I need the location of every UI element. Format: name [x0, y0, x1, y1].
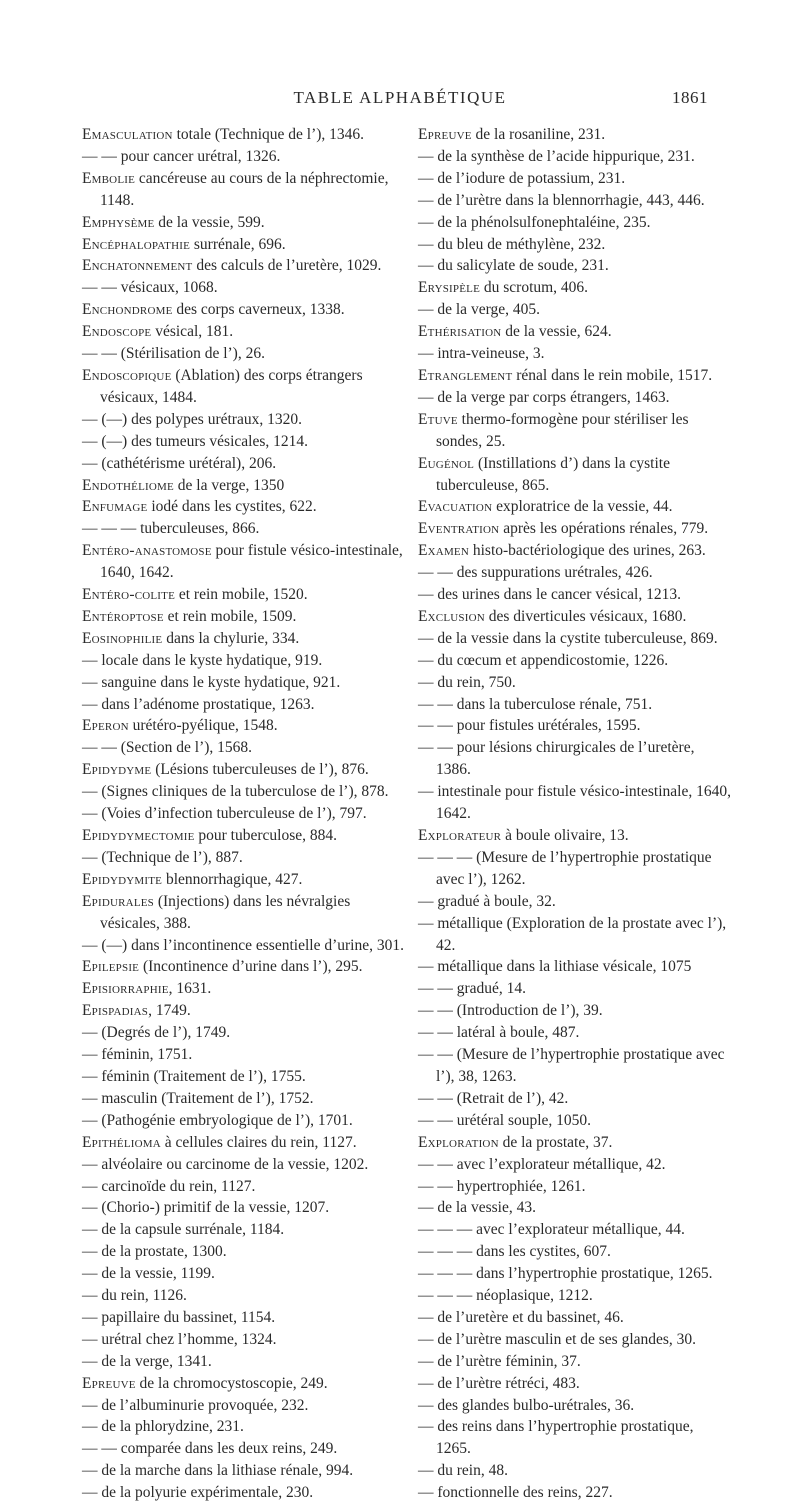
index-text: après les opérations rénales, 779.: [499, 520, 709, 538]
index-text: — (Degrés de l’), 1749.: [82, 1024, 231, 1042]
index-text: — de l’iodure de potassium, 231.: [418, 169, 626, 187]
index-text: des diverticules vésicaux, 1680.: [484, 607, 687, 625]
index-text: — féminin (Traitement de l’), 1755.: [82, 1067, 306, 1085]
index-entry: [418, 365, 732, 387]
index-text: — métallique (Exploration de la prostate avec l’), 42.: [418, 914, 727, 954]
index-text: — — dans la tuberculose rénale, 751.: [418, 695, 653, 713]
index-text: — de la phlorydzine, 231.: [82, 1418, 244, 1436]
index-term: Erysipèle: [418, 279, 480, 297]
index-text: — — vésicaux, 1068.: [82, 279, 218, 297]
index-text: surrénale, 696.: [190, 235, 286, 253]
index-entry: [82, 146, 407, 168]
index-text: rénal dans le rein mobile, 1517.: [512, 366, 713, 384]
index-term: Encéphalopathie: [82, 235, 191, 253]
index-text: — — — avec l’explorateur métallique, 44.: [418, 1221, 685, 1239]
index-text: — — (Retrait de l’), 42.: [418, 1089, 569, 1107]
index-entry: [418, 1351, 732, 1373]
index-entry: [418, 1110, 732, 1132]
index-entry: [82, 212, 407, 234]
index-text: — dans l’adénome prostatique, 1263.: [82, 695, 315, 713]
index-text: dans la chylurie, 334.: [162, 629, 300, 647]
index-entry: [82, 1022, 407, 1044]
index-term: Eosinophilie: [82, 629, 163, 647]
index-term: Enchatonnement: [82, 257, 193, 275]
index-text: — — — (Mesure de l’hypertrophie prostatique avec l’), 1262.: [418, 848, 712, 888]
index-text: — du rein, 48.: [418, 1462, 508, 1480]
index-text: — — latéral à boule, 487.: [418, 1024, 580, 1042]
index-text: — de la vessie, 1199.: [82, 1265, 215, 1283]
index-text: — — avec l’explorateur métallique, 42.: [418, 1155, 666, 1173]
index-text: — de l’urètre masculin et de ses glandes, 30.: [418, 1330, 697, 1348]
index-term: Endoscope: [82, 323, 152, 341]
index-entry: [82, 1132, 407, 1154]
index-text: — des urines dans le cancer vésical, 1213.: [418, 586, 681, 604]
index-text: — (—) dans l’incontinence essentielle d’urine, 301.: [82, 936, 404, 954]
index-text: — — pour fistules urétérales, 1595.: [418, 717, 641, 735]
index-entry: [418, 234, 732, 256]
index-entry: [82, 124, 407, 146]
index-text: — de la verge par corps étrangers, 1463.: [418, 388, 670, 406]
index-text: — (Technique de l’), 887.: [82, 848, 243, 866]
index-entry: [82, 365, 407, 409]
index-text: — gradué à boule, 32.: [418, 892, 556, 910]
index-term: Epispadias: [82, 1002, 149, 1020]
index-term: Enfumage: [82, 498, 148, 516]
index-text: , 1631.: [168, 980, 212, 998]
index-entry: [418, 540, 732, 562]
index-term: Eventration: [418, 520, 500, 538]
index-entry: [82, 935, 407, 957]
index-entry: [82, 1307, 407, 1329]
index-entry: [82, 1285, 407, 1307]
index-entry: [82, 1176, 407, 1198]
index-entry: [418, 562, 732, 584]
index-text: — de la verge, 1341.: [82, 1352, 212, 1370]
index-entry: [82, 1395, 407, 1417]
index-text: — de l’urètre rétréci, 483.: [418, 1374, 580, 1392]
index-entry: [418, 1219, 732, 1241]
index-term: Entéroptose: [82, 607, 164, 625]
index-text: — de la synthèse de l’acide hippurique, 231.: [418, 147, 695, 165]
index-text: , 1749.: [148, 1002, 191, 1020]
index-entry: [418, 212, 732, 234]
index-term: Ethérisation: [418, 323, 502, 341]
index-entry: [82, 1110, 407, 1132]
index-text: — du bleu de méthylène, 232.: [418, 235, 606, 253]
index-entry: [82, 1044, 407, 1066]
index-entry: [82, 1373, 407, 1395]
index-term: Entéro-colite: [82, 586, 175, 604]
index-term: Endothéliome: [82, 476, 174, 494]
index-entry: [82, 825, 407, 847]
index-entry: [82, 1482, 407, 1504]
index-entry: [418, 650, 732, 672]
index-text: de la verge, 1350: [173, 476, 285, 494]
index-text: — — — dans l’hypertrophie prostatique, 1265.: [418, 1265, 713, 1283]
index-term: Evacuation: [418, 498, 493, 516]
index-text: — (Signes cliniques de la tuberculose de l’), 878.: [82, 783, 389, 801]
index-text: (Injections) dans les névralgies vésicales, 388.: [100, 892, 351, 932]
index-term: Epreuve: [82, 1374, 136, 1392]
index-text: — — urétéral souple, 1050.: [418, 1111, 592, 1129]
index-entry: [82, 409, 407, 431]
index-entry: [82, 1329, 407, 1351]
index-text: — de l’uretère et du bassinet, 46.: [418, 1308, 624, 1326]
index-entry: [82, 453, 407, 475]
index-term: Exploration: [418, 1133, 499, 1151]
index-text: — de l’albuminurie provoquée, 232.: [82, 1396, 309, 1414]
index-entry: [82, 650, 407, 672]
index-term: Epilepsie: [82, 958, 140, 976]
index-entry: [418, 1329, 732, 1351]
index-entry: [82, 1088, 407, 1110]
index-entry: [418, 453, 732, 497]
page-title: TABLE ALPHABÉTIQUE: [293, 88, 507, 107]
index-entry: [82, 847, 407, 869]
index-term: Epithélioma: [82, 1133, 161, 1151]
index-text: (Ablation) des corps étrangers vésicaux, 1484.: [100, 366, 363, 406]
index-text: — masculin (Traitement de l’), 1752.: [82, 1089, 314, 1107]
index-entry: [82, 1154, 407, 1176]
index-entry: [418, 1285, 732, 1307]
index-entry: [82, 628, 407, 650]
index-entry: [82, 1197, 407, 1219]
index-term: Epidydymectomie: [82, 827, 195, 844]
index-entry: [82, 1351, 407, 1373]
index-entry: [82, 1438, 407, 1460]
index-text: — sanguine dans le kyste hydatique, 921.: [82, 673, 341, 691]
index-entry: [82, 540, 407, 584]
index-entry: [82, 518, 407, 540]
index-text: — (cathétérisme urétéral), 206.: [82, 454, 277, 472]
index-entry: [82, 1460, 407, 1482]
index-text: blennorrhagique, 427.: [162, 870, 303, 888]
index-text: — — (Mesure de l’hypertrophie prostatique avec l’), 38, 1263.: [418, 1046, 725, 1085]
index-text: vésical, 181.: [151, 323, 234, 341]
index-entry: [418, 299, 732, 321]
index-entry: [82, 343, 407, 365]
index-text: — (Voies d’infection tuberculeuse de l’), 797.: [82, 805, 367, 823]
index-entry: [418, 1088, 732, 1110]
index-term: Emasculation: [82, 126, 173, 143]
index-term: Emphysème: [82, 213, 155, 231]
index-text: de la prostate, 37.: [498, 1133, 613, 1151]
index-text: à boule olivaire, 13.: [501, 827, 629, 844]
index-entry: [418, 387, 732, 409]
index-text: thermo-formogène pour stériliser les sondes, 25.: [436, 410, 689, 450]
index-entry: [82, 869, 407, 891]
index-entry: [82, 1263, 407, 1285]
index-entry: [82, 1219, 407, 1241]
index-term: Embolie: [82, 169, 136, 187]
index-entry: [82, 475, 407, 497]
index-entry: [82, 606, 407, 628]
index-entry: [418, 1000, 732, 1022]
index-entry: [82, 234, 407, 256]
index-entry: [82, 584, 407, 606]
index-text: — — (Stérilisation de l’), 26.: [82, 345, 265, 363]
index-entry: [418, 1176, 732, 1198]
index-entry: [418, 1197, 732, 1219]
index-text: — des reins dans l’hypertrophie prostatique, 1265.: [418, 1418, 694, 1458]
index-entry: [82, 496, 407, 518]
index-entry: [82, 956, 407, 978]
index-text: exploratrice de la vessie, 44.: [492, 498, 673, 516]
index-text: cancéreuse au cours de la néphrectomie, 1148.: [100, 169, 389, 209]
index-entry: [418, 1263, 732, 1285]
index-term: Etranglement: [418, 366, 513, 384]
index-entry: [82, 277, 407, 299]
index-entry: [82, 168, 407, 212]
index-entry: [418, 1022, 732, 1044]
index-entry: [418, 672, 732, 694]
index-text: — — — dans les cystites, 607.: [418, 1243, 611, 1261]
index-entry: [82, 1416, 407, 1438]
index-text: — de la verge, 405.: [418, 301, 540, 319]
index-entry: [418, 1154, 732, 1176]
index-entry: [418, 146, 732, 168]
index-entry: [82, 431, 407, 453]
index-text: de la rosaniline, 231.: [471, 126, 606, 143]
index-text: — métallique dans la lithiase vésicale, 1075: [418, 958, 692, 976]
index-text: de la chromocystoscopie, 249.: [135, 1374, 328, 1392]
index-text: des corps caverneux, 1338.: [172, 301, 345, 319]
index-entry: [418, 628, 732, 650]
index-entry: [418, 715, 732, 737]
index-text: — (—) des polypes urétraux, 1320.: [82, 410, 302, 428]
index-entry: [418, 343, 732, 365]
index-entry: [418, 956, 732, 978]
index-text: histo-bactériologique des urines, 263.: [469, 542, 706, 560]
index-entry: [82, 759, 407, 781]
index-term: Epidydymite: [82, 870, 163, 888]
index-text: — intestinale pour fistule vésico-intestinale, 1640, 1642.: [418, 783, 731, 823]
index-text: totale (Technique de l’), 1346.: [172, 126, 365, 143]
index-text: — — des suppurations urétrales, 426.: [418, 564, 653, 582]
index-text: à cellules claires du rein, 1127.: [160, 1133, 357, 1151]
index-text: de la vessie, 599.: [154, 213, 265, 231]
index-entry: [418, 190, 732, 212]
index-text: — — (Section de l’), 1568.: [82, 739, 253, 757]
index-text: — de la vessie, 43.: [418, 1199, 536, 1217]
index-text: — de la phénolsulfonephtaléine, 235.: [418, 213, 651, 231]
index-text: — de la capsule surrénale, 1184.: [82, 1221, 285, 1239]
index-entry: [418, 1416, 732, 1460]
index-entry: [418, 606, 732, 628]
index-entry: [82, 737, 407, 759]
index-entry: [418, 1307, 732, 1329]
index-entry: [82, 299, 407, 321]
index-text: urétéro-pyélique, 1548.: [128, 717, 278, 735]
index-entry: [418, 1482, 732, 1504]
index-entry: [418, 496, 732, 518]
index-entry: [418, 1460, 732, 1482]
index-text: pour fistule vésico-intestinale, 1640, 1642.: [100, 542, 403, 582]
index-text: — intra-veineuse, 3.: [418, 345, 545, 363]
index-entry: [418, 978, 732, 1000]
index-entry: [418, 584, 732, 606]
index-entry: [418, 168, 732, 190]
index-text: — fonctionnelle des reins, 227.: [418, 1484, 613, 1502]
index-term: Enchondrome: [82, 301, 173, 319]
index-text: — de l’urètre dans la blennorrhagie, 443, 446.: [418, 191, 705, 209]
index-text: iodé dans les cystites, 622.: [147, 498, 317, 516]
index-text: — — gradué, 14.: [418, 980, 527, 998]
index-text: — de la polyurie expérimentale, 230.: [82, 1484, 314, 1502]
index-column-right: [418, 124, 732, 1504]
index-text: de la vessie, 624.: [501, 323, 612, 341]
index-text: — — hypertrophiée, 1261.: [418, 1177, 586, 1195]
index-column-left: [82, 124, 407, 1504]
index-text: — du salicylate de soude, 231.: [418, 257, 609, 275]
index-text: — — pour cancer urétral, 1326.: [82, 147, 281, 165]
index-entry: [418, 825, 732, 847]
index-text: — urétral chez l’homme, 1324.: [82, 1330, 277, 1348]
index-text: — (—) des tumeurs vésicales, 1214.: [82, 432, 308, 450]
index-text: — des glandes bulbo-urétrales, 36.: [418, 1396, 635, 1414]
index-term: Epidydyme: [82, 761, 152, 779]
index-text: du scrotum, 406.: [480, 279, 589, 297]
index-entry: [418, 409, 732, 453]
index-term: Entéro-anastomose: [82, 542, 212, 560]
index-entry: [418, 1044, 732, 1088]
index-term: Epidurales: [82, 892, 154, 910]
index-entry: [418, 781, 732, 825]
index-entry: [82, 803, 407, 825]
index-text: — de la vessie dans la cystite tuberculeuse, 869.: [418, 629, 718, 647]
index-text: — (Pathogénie embryologique de l’), 1701.: [82, 1111, 353, 1129]
index-text: — papillaire du bassinet, 1154.: [82, 1308, 276, 1326]
index-text: — locale dans le kyste hydatique, 919.: [82, 651, 323, 669]
index-text: — de la marche dans la lithiase rénale, 994.: [82, 1462, 354, 1480]
index-entry: [418, 737, 732, 781]
index-text: — du rein, 1126.: [82, 1287, 187, 1305]
index-entry: [418, 518, 732, 540]
index-text: — — comparée dans les deux reins, 249.: [82, 1440, 338, 1458]
index-entry: [418, 891, 732, 913]
index-term: Epreuve: [418, 126, 472, 143]
index-term: Episiorraphie: [82, 980, 169, 998]
index-entry: [82, 715, 407, 737]
index-term: Endoscopique: [82, 366, 172, 384]
index-text: et rein mobile, 1509.: [163, 607, 297, 625]
index-text: — féminin, 1751.: [82, 1046, 193, 1064]
index-term: Eugénol: [418, 454, 475, 472]
running-header: [0, 88, 800, 112]
index-entry: [418, 277, 732, 299]
index-term: Exclusion: [418, 607, 485, 625]
index-text: — du rein, 750.: [418, 673, 516, 691]
index-entry: [82, 891, 407, 935]
index-term: Examen: [418, 542, 469, 560]
index-entry: [82, 694, 407, 716]
index-text: — carcinoïde du rein, 1127.: [82, 1177, 256, 1195]
index-text: et rein mobile, 1520.: [175, 586, 308, 604]
index-entry: [418, 1395, 732, 1417]
index-text: des calculs de l’uretère, 1029.: [192, 257, 382, 275]
index-term: Etuve: [418, 410, 458, 428]
index-text: pour tuberculose, 884.: [194, 827, 337, 844]
index-text: — — (Introduction de l’), 39.: [418, 1002, 603, 1020]
index-text: (Instillations d’) dans la cystite tuberculeuse, 865.: [436, 454, 670, 494]
index-entry: [418, 321, 732, 343]
index-entry: [82, 255, 407, 277]
index-entry: [418, 694, 732, 716]
index-entry: [82, 781, 407, 803]
index-text: (Lésions tuberculeuses de l’), 876.: [151, 761, 369, 779]
page-number: 1861: [672, 88, 708, 107]
index-text: — alvéolaire ou carcinome de la vessie, 1202.: [82, 1155, 369, 1173]
index-entry: [82, 1241, 407, 1263]
index-entry: [418, 124, 732, 146]
index-text: — de la prostate, 1300.: [82, 1243, 227, 1261]
index-text: — du cœcum et appendicostomie, 1226.: [418, 651, 669, 669]
index-term: Eperon: [82, 717, 129, 735]
index-entry: [82, 1066, 407, 1088]
index-text: — — — néoplasique, 1212.: [418, 1287, 593, 1305]
index-entry: [82, 1000, 407, 1022]
index-entry: [418, 1373, 732, 1395]
index-entry: [82, 321, 407, 343]
index-text: — de l’urètre féminin, 37.: [418, 1352, 581, 1370]
index-entry: [82, 672, 407, 694]
index-text: — (Chorio-) primitif de la vessie, 1207.: [82, 1199, 330, 1217]
index-text: — — — tuberculeuses, 866.: [82, 520, 260, 538]
index-entry: [418, 913, 732, 957]
index-entry: [418, 1241, 732, 1263]
index-entry: [418, 847, 732, 891]
index-text: — — pour lésions chirurgicales de l’uretère, 1386.: [418, 739, 695, 779]
index-entry: [418, 255, 732, 277]
index-text: (Incontinence d’urine dans l’), 295.: [139, 958, 363, 976]
index-entry: [82, 978, 407, 1000]
index-entry: [418, 1132, 732, 1154]
index-term: Explorateur: [418, 827, 502, 844]
